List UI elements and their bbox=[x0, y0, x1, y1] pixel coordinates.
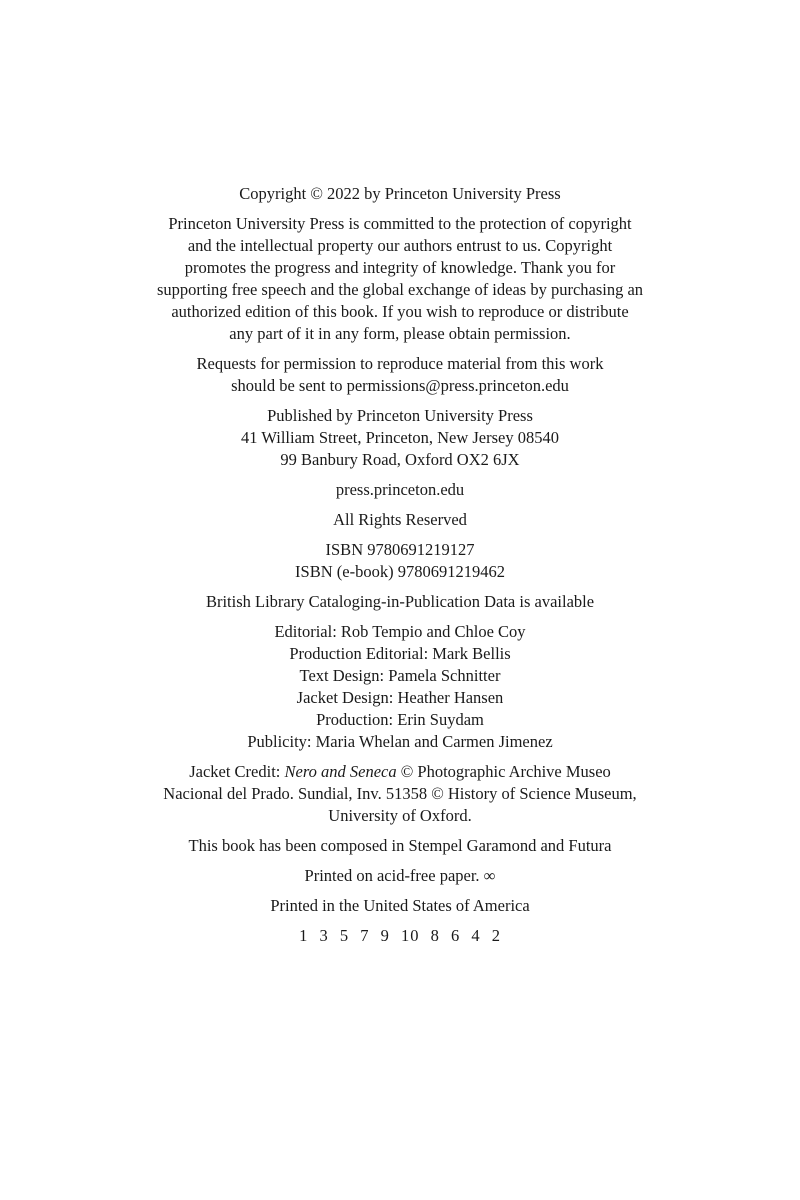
credit-line: Jacket Design: Heather Hansen bbox=[296, 688, 504, 707]
printed-in-note bbox=[0, 895, 800, 917]
publisher-address bbox=[0, 405, 800, 471]
commitment-line: promotes the progress and integrity of knowledge. Thank you for bbox=[184, 258, 616, 277]
rights-statement bbox=[0, 509, 800, 531]
composition-note bbox=[0, 835, 800, 857]
permissions-request bbox=[0, 353, 800, 397]
credit-line: Production Editorial: Mark Bellis bbox=[289, 644, 511, 663]
credit-line: Text Design: Pamela Schnitter bbox=[299, 666, 501, 685]
isbn-line: ISBN (e-book) 9780691219462 bbox=[295, 562, 505, 581]
rights-line: All Rights Reserved bbox=[333, 510, 467, 529]
copyright-commitment-paragraph bbox=[0, 213, 800, 345]
commitment-line: any part of it in any form, please obtain permission. bbox=[229, 324, 571, 343]
composition-line: This book has been composed in Stempel Garamond and Futura bbox=[188, 836, 612, 855]
permissions-line: should be sent to permissions@press.princeton.edu bbox=[231, 376, 569, 395]
publisher-line: 41 William Street, Princeton, New Jersey 08540 bbox=[241, 428, 559, 447]
copyright-line: Copyright © 2022 by Princeton University Press bbox=[239, 184, 561, 203]
cip-statement bbox=[0, 591, 800, 613]
credit-line: Publicity: Maria Whelan and Carmen Jimenez bbox=[247, 732, 553, 751]
cip-line: British Library Cataloging-in-Publication Data is available bbox=[205, 592, 595, 611]
copyright-notice bbox=[0, 183, 800, 205]
credits-list bbox=[0, 621, 800, 753]
jacket-credit-rest: © Photographic Archive Museo bbox=[396, 762, 611, 781]
jacket-credit-line bbox=[0, 761, 800, 783]
commitment-line: authorized edition of this book. If you wish to reproduce or distribute bbox=[171, 302, 629, 321]
copyright-page bbox=[0, 183, 800, 955]
website-line: press.princeton.edu bbox=[335, 480, 465, 499]
printed-in-line: Printed in the United States of America bbox=[270, 896, 530, 915]
permissions-line: Requests for permission to reproduce material from this work bbox=[196, 354, 604, 373]
commitment-line: Princeton University Press is committed to the protection of copyright bbox=[168, 214, 632, 233]
isbn-list bbox=[0, 539, 800, 583]
paper-note bbox=[0, 865, 800, 887]
jacket-credit-line: University of Oxford. bbox=[328, 806, 472, 825]
commitment-line: supporting free speech and the global exchange of ideas by purchasing an bbox=[156, 280, 644, 299]
jacket-credit-line: Nacional del Prado. Sundial, Inv. 51358 © History of Science Museum, bbox=[163, 784, 637, 803]
isbn-line: ISBN 9780691219127 bbox=[325, 540, 475, 559]
paper-line: Printed on acid-free paper. ∞ bbox=[304, 866, 496, 885]
credit-line: Production: Erin Suydam bbox=[316, 710, 484, 729]
jacket-credit-prefix: Jacket Credit: bbox=[189, 762, 285, 781]
printing-numbers: 1 3 5 7 9 10 8 6 4 2 bbox=[299, 926, 501, 945]
printing-number-line bbox=[0, 925, 800, 947]
publisher-line: 99 Banbury Road, Oxford OX2 6JX bbox=[280, 450, 520, 469]
commitment-line: and the intellectual property our authors entrust to us. Copyright bbox=[187, 236, 613, 255]
publisher-website bbox=[0, 479, 800, 501]
publisher-line: Published by Princeton University Press bbox=[267, 406, 533, 425]
jacket-credit-artwork-title: Nero and Seneca bbox=[284, 762, 397, 781]
jacket-credit bbox=[0, 761, 800, 827]
credit-line: Editorial: Rob Tempio and Chloe Coy bbox=[274, 622, 526, 641]
